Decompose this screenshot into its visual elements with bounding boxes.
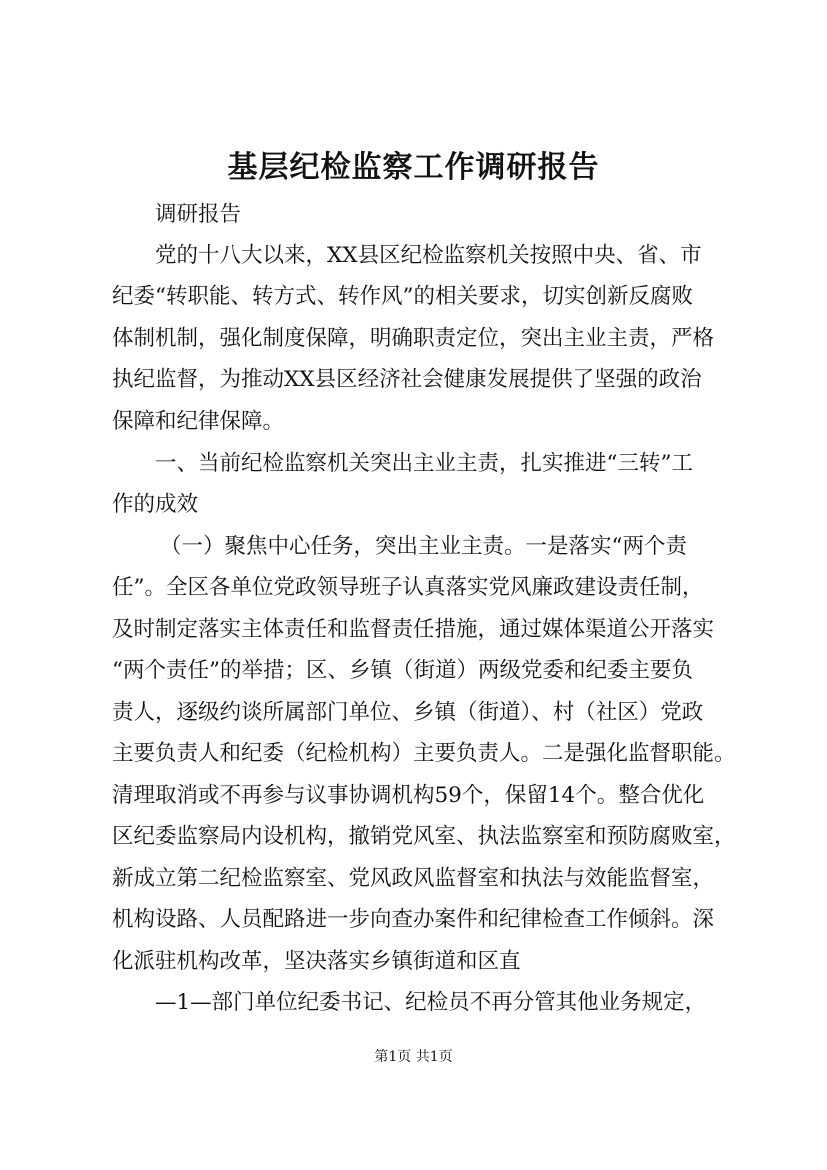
paragraph-line: 责人，逐级约谈所属部门单位、乡镇（街道）、村（社区）党政 (112, 700, 704, 725)
paragraph-line: 区纪委监察局内设机构，撤销党风室、执法监察室和预防腐败室， (112, 824, 736, 849)
paragraph-line: 机构设路、人员配路进一步向查办案件和纪律检查工作倾斜。深 (112, 907, 715, 932)
paragraph-line: 主要负责人和纪委（纪检机构）主要负责人。二是强化监督职能。 (112, 741, 736, 766)
paragraph-line: 党的十八大以来，XX县区纪检监察机关按照中央、省、市 (155, 243, 702, 268)
paragraph-line: （一）聚焦中心任务，突出主业主责。一是落实“两个责 (160, 534, 687, 559)
section-heading-line: 作的成效 (112, 492, 199, 517)
section-heading-line: 一、当前纪检监察机关突出主业主责，扎实推进“三转”工 (155, 451, 693, 476)
paragraph-line: 清理取消或不再参与议事协调机构59个，保留14个。整合优化 (112, 783, 705, 808)
paragraph-line: —1—部门单位纪委书记、纪检员不再分管其他业务规定， (155, 990, 707, 1015)
document-subtitle: 调研报告 (155, 202, 242, 227)
paragraph-line: 体制机制，强化制度保障，明确职责定位，突出主业主责，严格 (112, 326, 715, 351)
paragraph-line: 及时制定落实主体责任和监督责任措施，通过媒体渠道公开落实 (112, 617, 715, 642)
paragraph-line: 新成立第二纪检监察室、党风政风监督室和执法与效能监督室， (112, 866, 715, 891)
paragraph-line: 纪委“转职能、转方式、转作风”的相关要求，切实创新反腐败 (112, 284, 693, 309)
paragraph-line: 执纪监督，为推动XX县区经济社会健康发展提供了坚强的政治 (112, 367, 702, 392)
paragraph-line: 化派驻机构改革，坚决落实乡镇街道和区直 (112, 949, 521, 974)
paragraph-line: 保障和纪律保障。 (112, 409, 285, 434)
document-title: 基层纪检监察工作调研报告 (227, 150, 600, 185)
paragraph-line: 任”。全区各单位党政领导班子认真落实党风廉政建设责任制， (112, 575, 704, 600)
page-number-footer: 第1页 共1页 (374, 1049, 453, 1065)
paragraph-line: “两个责任”的举措；区、乡镇（街道）两级党委和纪委主要负 (112, 658, 693, 683)
